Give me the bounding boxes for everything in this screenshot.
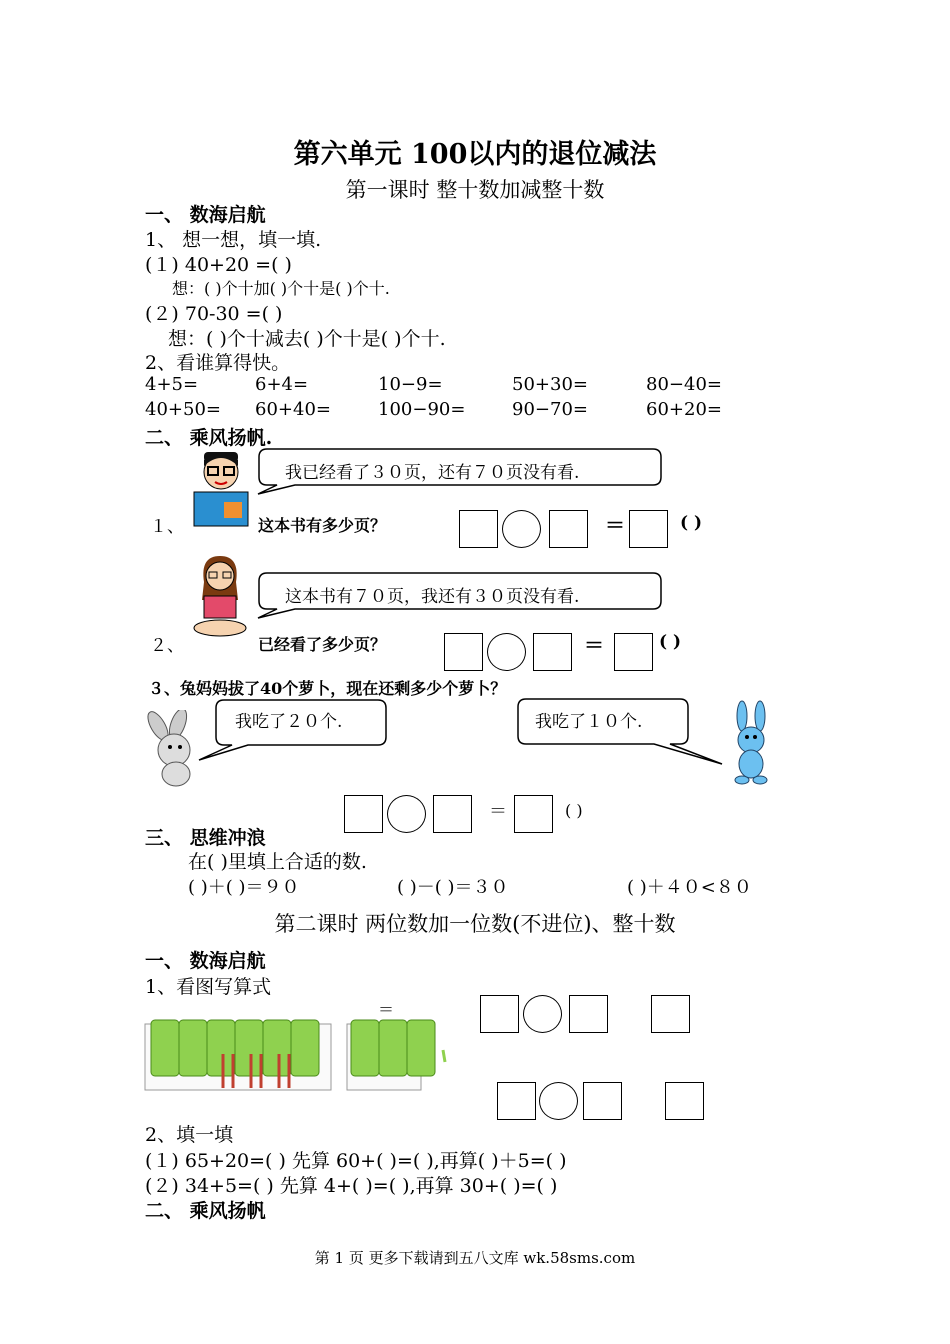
lesson2-subtitle: 第二课时 两位数加一位数(不进位)、整十数	[274, 912, 676, 936]
p1-unit-paren: ( )	[680, 513, 703, 533]
lesson2-section2-heading: 二、 乘风扬帆	[145, 1200, 266, 1222]
p2-equals: ＝	[584, 633, 604, 657]
p2-question: 已经看了多少页？	[258, 635, 387, 654]
lesson1-section3-heading: 三、 思维冲浪	[145, 827, 266, 849]
p2-number: ２、	[150, 636, 184, 656]
calc-r1-c5: 80−40=	[646, 374, 722, 395]
girl-reading-image	[190, 552, 250, 640]
lesson2-q2-2: (２) 34+5=( ) 先算 4+( )=( ),再算 30+( )=( )	[145, 1175, 558, 1197]
p1-number: １、	[150, 517, 184, 537]
p3-operand-box-1[interactable]	[344, 795, 383, 833]
q1-title: 1、 想一想，填一填.	[145, 229, 322, 251]
sticks-bundle-image-left	[143, 1014, 333, 1092]
calc-r2-c3: 100−90=	[378, 399, 466, 420]
lesson2-q2-title: 2、填一填	[145, 1124, 234, 1146]
p2-operator-circle[interactable]	[487, 633, 526, 671]
calc-r2-c4: 90−70=	[512, 399, 588, 420]
p1-question: 这本书有多少页？	[258, 516, 387, 535]
boy-reading-image	[190, 448, 252, 530]
page-title: 第六单元 100以内的退位减法	[293, 139, 657, 170]
p2-unit-paren: ( )	[659, 632, 682, 652]
p3-operand-box-2[interactable]	[433, 795, 472, 833]
p1-operand-box-1[interactable]	[459, 510, 498, 548]
calc-r1-c2: 6+4=	[255, 374, 309, 395]
calc-r2-c2: 60+40=	[255, 399, 331, 420]
p3-question: ３、兔妈妈拔了40个萝卜，现在还剩多少个萝卜？	[148, 679, 507, 698]
fill-title: 在( )里填上合适的数.	[188, 851, 367, 873]
lesson1-section1-heading: 一、 数海启航	[145, 204, 266, 226]
q2-title: 2、看谁算得快。	[145, 352, 291, 374]
p3-operator-circle[interactable]	[387, 795, 426, 833]
rabbit-left-bubble-text: 我吃了２０个.	[235, 712, 343, 732]
calc-r2-c1: 40+50=	[145, 399, 221, 420]
p3-equals: ＝	[489, 801, 507, 822]
girl-bubble-text: 这本书有７０页，我还有３０页没有看.	[285, 587, 580, 607]
l2-q1b-operand-box-1[interactable]	[497, 1082, 536, 1120]
sticks-bundle-image-right	[345, 1014, 450, 1092]
q1-2-hint: 想：( )个十减去( )个十是( )个十.	[168, 328, 446, 350]
rabbit-right-bubble-text: 我吃了１０个.	[535, 712, 643, 732]
l2-q1-operand-box-2[interactable]	[569, 995, 608, 1033]
p2-operand-box-1[interactable]	[444, 633, 483, 671]
lesson2-section1-heading: 一、 数海启航	[145, 950, 266, 972]
fill-eq-3: ( )＋４０<８０	[627, 877, 752, 898]
lesson2-q2-1: (１) 65+20=( ) 先算 60+( )=( ),再算( )＋5=( )	[145, 1150, 567, 1172]
p1-operator-circle[interactable]	[502, 510, 541, 548]
calc-r2-c5: 60+20=	[646, 399, 722, 420]
p1-operand-box-2[interactable]	[549, 510, 588, 548]
q1-2: (２) 70-30 =( )	[145, 303, 283, 325]
l2-q1b-operator-circle[interactable]	[539, 1082, 578, 1120]
calc-r1-c4: 50+30=	[512, 374, 588, 395]
page-footer: 第 1 页 更多下载请到五八文库 wk.58sms.com	[314, 1249, 636, 1267]
l2-q1b-result-box[interactable]	[665, 1082, 704, 1120]
boy-bubble-text: 我已经看了３０页，还有７０页没有看.	[285, 463, 580, 483]
q1-1: (１) 40+20 =( )	[145, 254, 292, 276]
p2-operand-box-2[interactable]	[533, 633, 572, 671]
l2-q1-operator-circle[interactable]	[523, 995, 562, 1033]
fill-eq-1: ( )＋( )＝９０	[188, 877, 300, 898]
calc-r1-c1: 4+5=	[145, 374, 199, 395]
p1-equals: ＝	[605, 513, 625, 537]
lesson1-subtitle: 第一课时 整十数加减整十数	[345, 178, 605, 202]
fill-eq-2: ( )－( )＝３０	[397, 877, 509, 898]
p3-result-box[interactable]	[514, 795, 553, 833]
p1-result-box[interactable]	[629, 510, 668, 548]
lesson2-q1-title: 1、看图写算式	[145, 976, 272, 998]
lesson1-section2-heading: 二、 乘风扬帆.	[145, 427, 273, 449]
l2-q1b-operand-box-2[interactable]	[583, 1082, 622, 1120]
calc-r1-c3: 10−9=	[378, 374, 443, 395]
p3-unit-paren: ( )	[565, 801, 583, 820]
rabbit-right-image	[722, 700, 780, 786]
l2-q1-result-box[interactable]	[651, 995, 690, 1033]
q1-1-hint: 想：( )个十加( )个十是( )个十.	[172, 279, 390, 298]
l2-q1-operand-box-1[interactable]	[480, 995, 519, 1033]
lesson2-q1-equals: ＝	[378, 1000, 395, 1019]
p2-result-box[interactable]	[614, 633, 653, 671]
